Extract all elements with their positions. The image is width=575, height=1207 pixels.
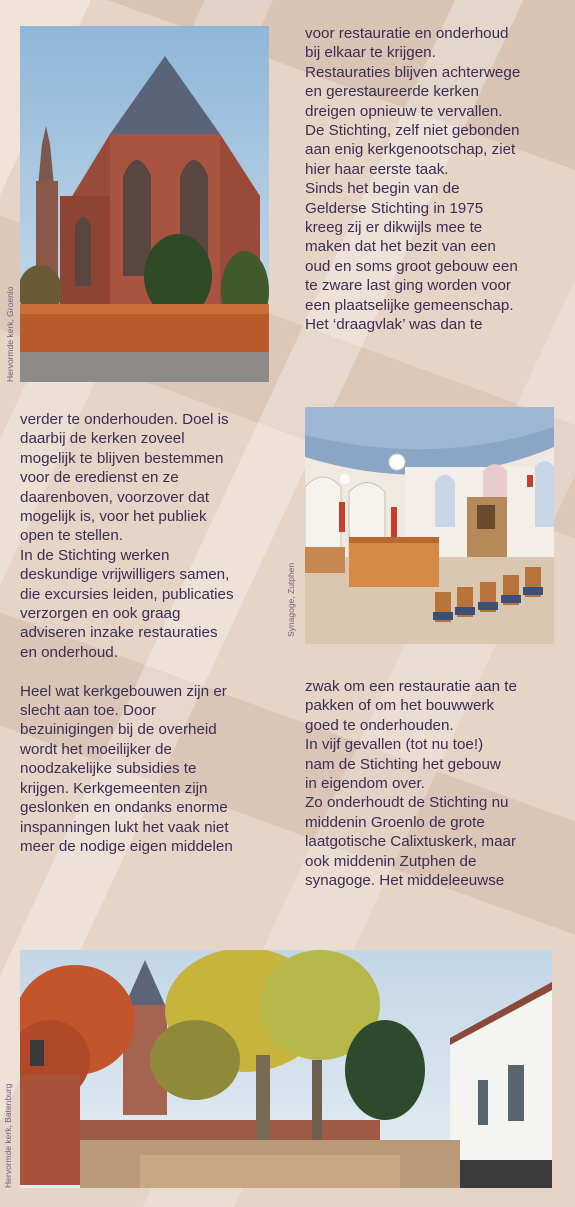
caption-photo2: Synagoge, Zutphen: [286, 562, 296, 637]
text-line: zwak om een restauratie aan te: [305, 678, 517, 695]
text-line: deskundige vrijwilligers samen,: [20, 566, 230, 584]
text-line: De Stichting, zelf niet gebonden: [305, 122, 520, 140]
text-line: voor de eredienst en ze: [20, 469, 179, 487]
text-line: pakken of om het bouwwerk: [305, 697, 495, 715]
text-line: Zo onderhoudt de Stichting nu: [305, 794, 509, 812]
text-line: mogelijk te blijven bestemmen: [20, 449, 224, 467]
text-line: meer de nodige eigen middelen: [20, 837, 233, 855]
text-line: In de Stichting werken: [20, 546, 170, 564]
text-line: laatgotische Calixtuskerk, maar: [305, 833, 517, 851]
photo-church-batenburg: [20, 950, 552, 1188]
text-block-3: [305, 677, 517, 890]
text-line: open te stellen.: [20, 527, 124, 545]
photo-synagogue-zutphen: [305, 407, 554, 644]
photo-church-groenlo: [20, 26, 269, 382]
text-line: bij elkaar te krijgen.: [305, 44, 436, 62]
text-block-1: [305, 24, 520, 335]
text-line: Heel wat kerkgebouwen zijn er: [20, 682, 227, 700]
text-line: In vijf gevallen (tot nu toe!): [305, 736, 484, 754]
text-line: Het ‘draagvlak’ was dan te: [305, 316, 483, 334]
text-line: verzorgen en ook graag: [20, 605, 181, 623]
text-line: noodzakelijke subsidies te: [20, 760, 197, 778]
text-line: inspanningen lukt het vaak niet: [20, 818, 229, 836]
caption-photo1: Hervormde kerk, Groenlo: [5, 286, 15, 382]
text-line: wordt het moeilijker de: [20, 740, 172, 758]
text-line: oud en soms groot gebouw een: [305, 257, 518, 275]
text-line: die excursies leiden, publicaties: [20, 585, 234, 603]
text-line: verder te onderhouden. Doel is: [20, 411, 229, 428]
text-line: ook middenin Zutphen de: [305, 852, 477, 870]
text-line: krijgen. Kerkgemeenten zijn: [20, 779, 208, 797]
text-line: hier haar eerste taak.: [305, 160, 449, 178]
text-line: in eigendom over.: [305, 775, 425, 793]
text-line: daarbij de kerken zoveel: [20, 430, 185, 448]
text-line: nam de Stichting het gebouw: [305, 755, 501, 773]
text-line: te zware last ging worden voor: [305, 277, 511, 295]
text-line: geslonken en ondanks enorme: [20, 799, 228, 817]
text-line: goed te onderhouden.: [305, 716, 454, 734]
text-line: kreeg zij er dikwijls mee te: [305, 219, 483, 237]
caption-photo3: Hervormde kerk, Batenburg: [3, 1083, 13, 1188]
text-line: en gerestaureerde kerken: [305, 83, 479, 101]
text-line: bezuinigingen bij de overheid: [20, 721, 217, 739]
text-line: en onderhoud.: [20, 643, 118, 661]
text-line: Sinds het begin van de: [305, 180, 460, 198]
text-line: mogelijk is, voor het publiek: [20, 508, 207, 526]
text-line: Restauraties blijven achterwege: [305, 63, 521, 81]
text-line: dreigen opnieuw te vervallen.: [305, 102, 503, 120]
text-line: maken dat het bezit van een: [305, 238, 496, 256]
text-line: synagoge. Het middeleeuwse: [305, 872, 505, 890]
text-line: [20, 662, 234, 681]
text-line: slecht aan toe. Door: [20, 702, 156, 720]
text-line: aan enig kerkgenootschap, ziet: [305, 141, 516, 159]
text-line: voor restauratie en onderhoud: [305, 25, 509, 42]
text-line: daarenboven, voorzover dat: [20, 488, 210, 506]
text-line: adviseren inzake restauraties: [20, 624, 218, 642]
text-line: Gelderse Stichting in 1975: [305, 199, 484, 217]
text-line: middenin Groenlo de grote: [305, 813, 485, 831]
text-line: een plaatselijke gemeenschap.: [305, 296, 514, 314]
text-block-2: [20, 410, 234, 856]
